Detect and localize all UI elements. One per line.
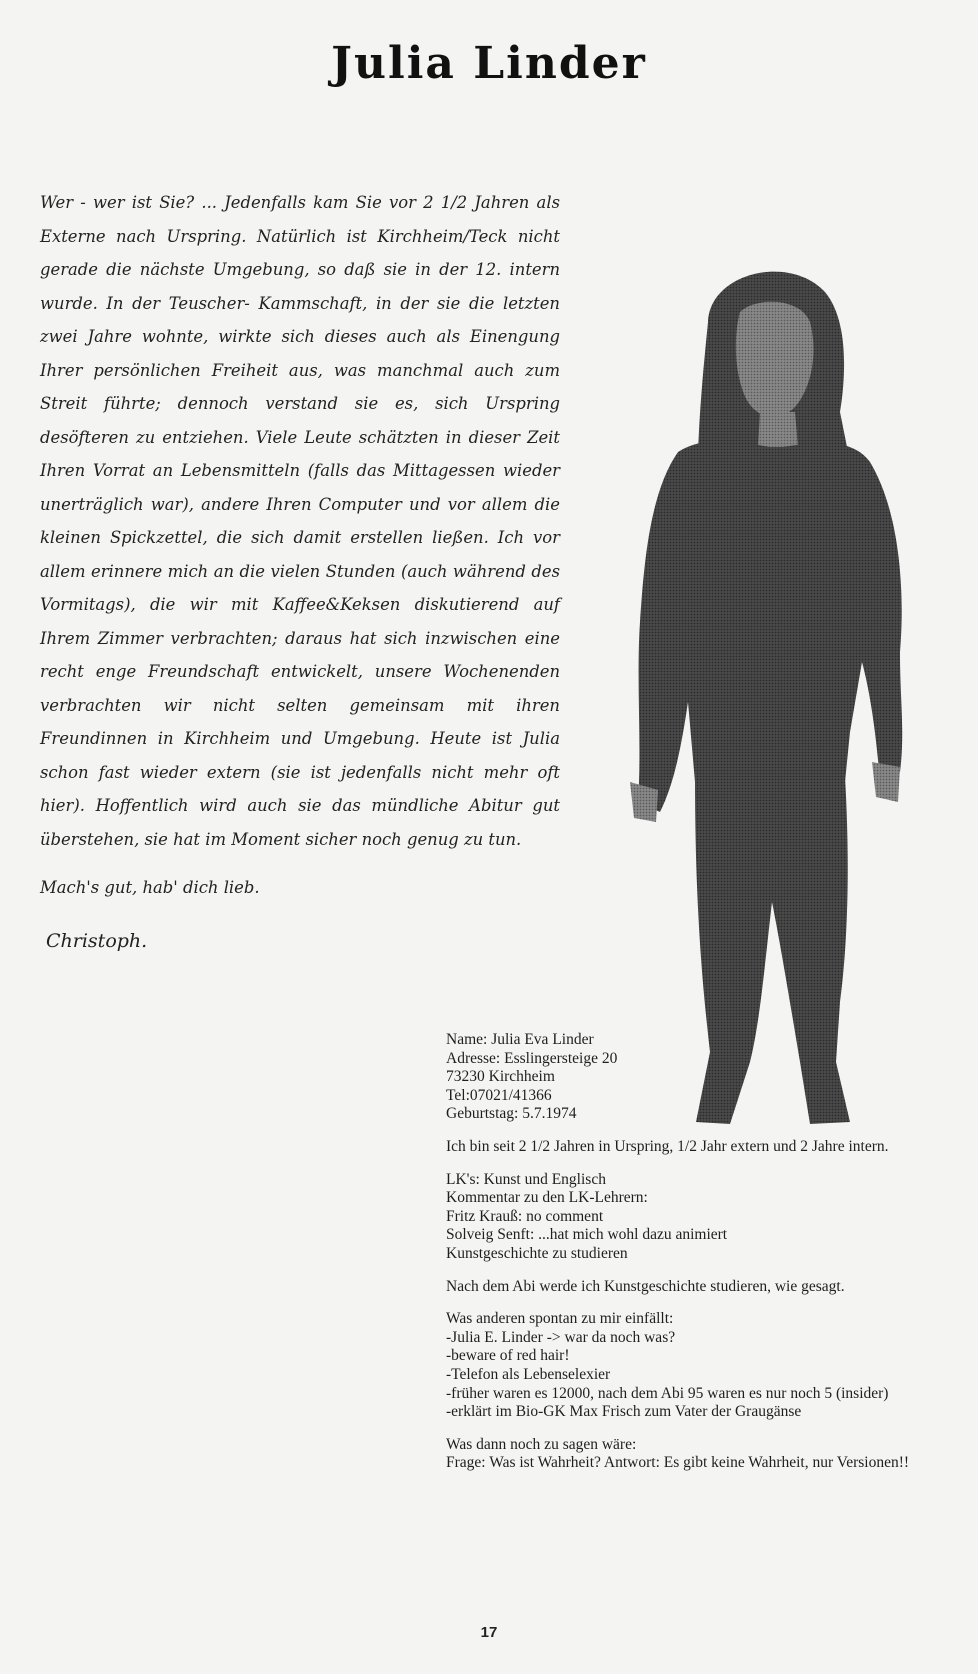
- contact-phone: Tel:07021/41366: [446, 1086, 552, 1104]
- page-title: Julia Linder: [331, 38, 647, 89]
- friend-letter: [40, 186, 560, 856]
- contact-name: Name: Julia Eva Linder: [446, 1031, 594, 1048]
- letter-closing: Mach's gut, hab' dich lieb.: [40, 878, 260, 897]
- page-number: 17: [480, 1624, 498, 1641]
- plans-block: [446, 1278, 916, 1297]
- courses-line: Solveig Senft: ...hat mich wohl dazu animiert: [446, 1226, 728, 1244]
- associations-block: [446, 1310, 916, 1422]
- courses-block: [446, 1171, 916, 1264]
- final-block: [446, 1436, 916, 1473]
- associations-line: -Julia E. Linder -> war da noch was?: [446, 1328, 676, 1346]
- contact-address: Adresse: Esslingersteige 20: [446, 1049, 618, 1067]
- associations-line: -Telefon als Lebenselexier: [446, 1365, 611, 1383]
- associations-line: Was anderen spontan zu mir einfällt:: [446, 1310, 674, 1328]
- courses-line: LK's: Kunst und Englisch: [446, 1170, 606, 1188]
- plans-text: Nach dem Abi werde ich Kunstgeschichte studieren, wie gesagt.: [446, 1277, 845, 1295]
- letter-signature: Christoph.: [46, 930, 148, 952]
- courses-line: Fritz Krauß: no comment: [446, 1207, 604, 1225]
- associations-line: -erklärt im Bio-GK Max Frisch zum Vater der Graugänse: [446, 1403, 802, 1421]
- courses-line: Kommentar zu den LK-Lehrern:: [446, 1189, 648, 1207]
- courses-line: Kunstgeschichte zu studieren: [446, 1244, 628, 1262]
- history-block: [446, 1138, 916, 1157]
- portrait-photo: [600, 262, 944, 1134]
- contact-block: [446, 1031, 916, 1124]
- history-text: Ich bin seit 2 1/2 Jahren in Urspring, 1/2 Jahr extern und 2 Jahre intern.: [446, 1137, 889, 1155]
- profile-info: [446, 1031, 916, 1487]
- final-line: Was dann noch zu sagen wäre:: [446, 1435, 637, 1453]
- contact-birthday: Geburtstag: 5.7.1974: [446, 1105, 577, 1123]
- contact-city: 73230 Kirchheim: [446, 1068, 555, 1086]
- letter-body: Wer - wer ist Sie? ... Jedenfalls kam Sie vor 2 1/2 Jahren als Externe nach Urspring. Natürlich ist Kirchheim/Teck nicht gerade die nächste Umgebung, so daß sie in der 12. intern wurde. In der Teuscher- Kammschaft, in der sie die letzten zwei Jahre wohnte, wirkte sich dieses auch als Einengung Ihrer persönlichen Freiheit aus, was manchmal auch zum Streit führte; dennoch verstand sie es, sich Urspring desöfteren zu entziehen. Viele Leute schätzten in dieser Zeit Ihren Vorrat an Lebensmitteln (falls das Mittagessen wieder unerträglich war), andere Ihren Computer und vor allem die kleinen Spickzettel, die sich damit erstellen ließen. Ich vor allem erinnere mich an die vielen Stunden (auch während des Vormitags), die wir mit Kaffee&Keksen diskutierend auf Ihrem Zimmer verbrachten; daraus hat sich inzwischen eine recht enge Freundschaft entwickelt, unsere Wochenenden verbrachten wir nicht selten gemeinsam mit ihren Freundinnen in Kirchheim und Umgebung. Heute ist Julia schon fast wieder extern (sie ist jedenfalls nicht mehr oft hier). Hoffentlich wird auch sie das mündliche Abitur gut überstehen, sie hat im Moment sicher noch genug zu tun.: [40, 193, 560, 849]
- associations-line: -früher waren es 12000, nach dem Abi 95 waren es nur noch 5 (insider): [446, 1384, 889, 1402]
- associations-line: -beware of red hair!: [446, 1347, 570, 1365]
- final-line: Frage: Was ist Wahrheit? Antwort: Es gibt keine Wahrheit, nur Versionen!!: [446, 1454, 910, 1472]
